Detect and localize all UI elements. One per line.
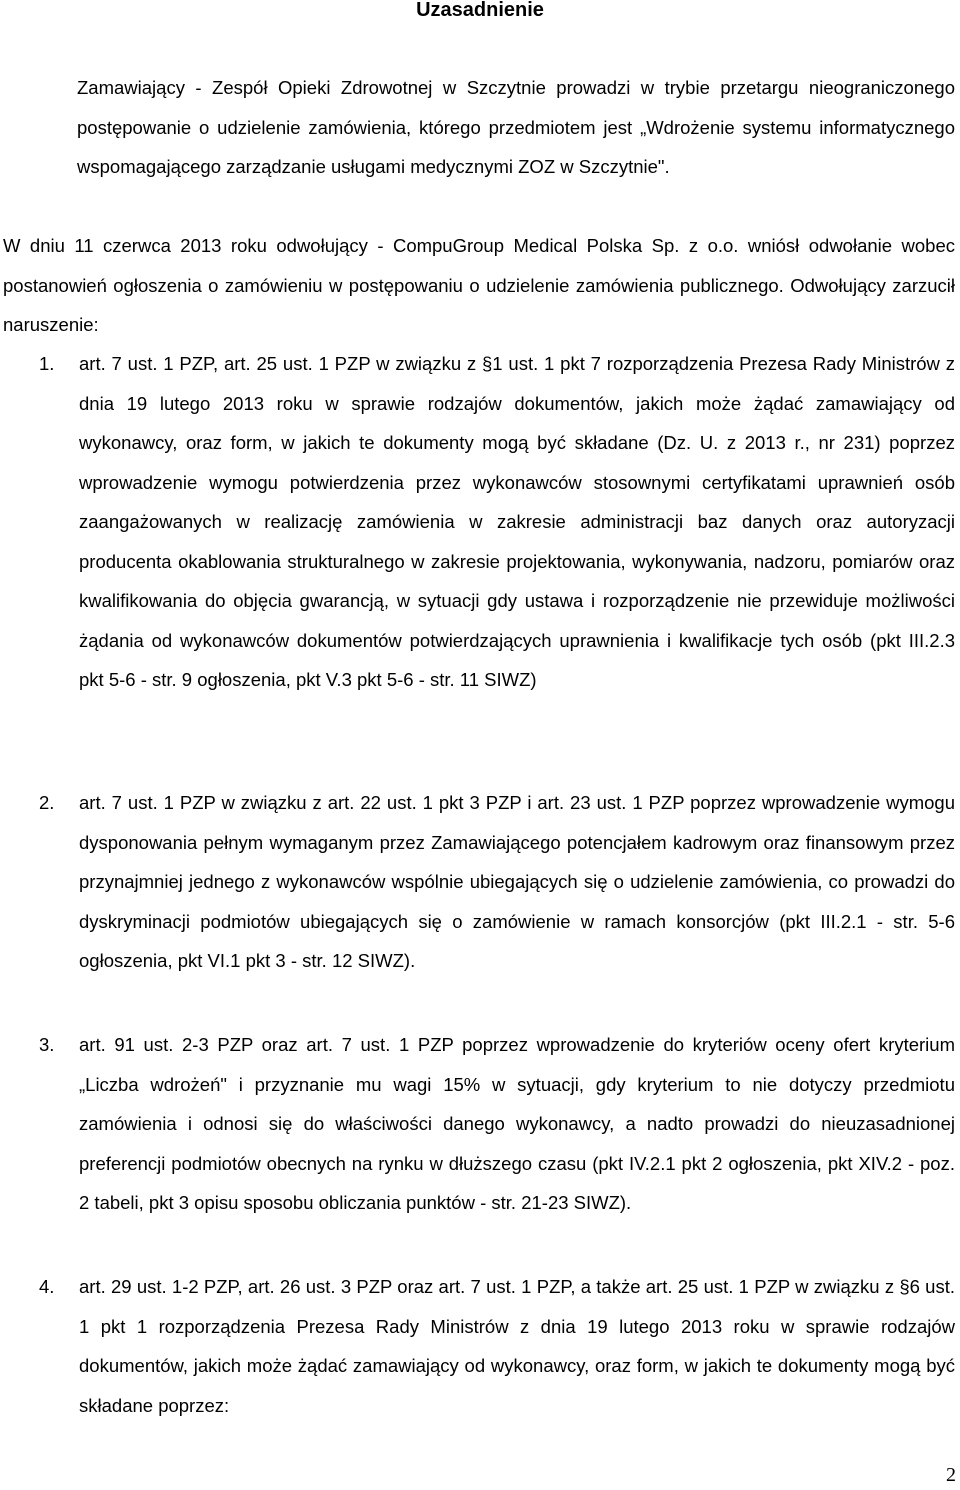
list-item-text: art. 29 ust. 1-2 PZP, art. 26 ust. 3 PZP oraz art. 7 ust. 1 PZP, a także art. 25 ust. 1 PZP w związku z §6 ust. 1 pkt 1 rozporządzenia Prezesa Rady Ministrów z dnia 19 lutego 2013 roku w sprawie rodzajów dokumentów, jakich może żądać zamawiający od wykonawcy, oraz form, w jakich te dokumenty mogą być składane poprzez: — [79, 1276, 955, 1416]
appeal-paragraph: W dniu 11 czerwca 2013 roku odwołujący - CompuGroup Medical Polska Sp. z o.o. wniósł odwołanie wobec postanowień ogłoszenia o zamówieniu w postępowaniu o udzielenie zamówienia publicznego. Odwołujący zarzucił naruszenie: — [3, 235, 955, 335]
list-item-text: art. 7 ust. 1 PZP, art. 25 ust. 1 PZP w związku z §1 ust. 1 pkt 7 rozporządzenia Prezesa Rady Ministrów z dnia 19 lutego 2013 roku w sprawie rodzajów dokumentów, jakich może żądać zamawiający od wykonawcy, oraz form, w jakich te dokumenty mogą być składane (Dz. U. z 2013 r., nr 231) poprzez wprowadzenie wymogu potwierdzenia przez wykonawców stosownymi certyfikatami uprawnień osób zaangażowanych w realizację zamówienia w zakresie administracji baz danych oraz autoryzacji producenta okablowania strukturalnego w zakresie projektowania, wykonywania, nadzoru, pomiarów oraz kwalifikowania do objęcia gwarancją, w sytuacji gdy ustawa i rozporządzenie nie przewiduje możliwości żądania od wykonawców dokumentów potwierdzających uprawnienia i kwalifikacje tych osób (pkt III.2.3 pkt 5-6 - str. 9 ogłoszenia, pkt V.3 pkt 5-6 - str. 11 SIWZ) — [79, 353, 955, 690]
list-item-number: 3. — [39, 1034, 55, 1055]
page-number: 2 — [946, 1464, 956, 1486]
list-item — [3, 1025, 955, 1223]
list-item — [3, 1267, 955, 1425]
list-item-text: art. 7 ust. 1 PZP w związku z art. 22 ust. 1 pkt 3 PZP i art. 23 ust. 1 PZP poprzez wprowadzenie wymogu dysponowania pełnym wymaganym przez Zamawiającego potencjałem kadrowym oraz finansowym przez przynajmniej jednego z wykonawców wspólnie ubiegających się o udzielenie zamówienia, co prowadzi do dyskryminacji podmiotów ubiegających się o zamówienie w ramach konsorcjów (pkt III.2.1 - str. 5-6 ogłoszenia, pkt VI.1 pkt 3 - str. 12 SIWZ). — [79, 792, 955, 971]
list-item-number: 4. — [39, 1276, 55, 1297]
list-item-number: 1. — [39, 353, 55, 374]
list-item-number: 2. — [39, 792, 55, 813]
list-item — [3, 344, 955, 700]
list-item — [3, 783, 955, 981]
list-item-text: art. 91 ust. 2-3 PZP oraz art. 7 ust. 1 PZP poprzez wprowadzenie do kryteriów oceny ofert kryterium „Liczba wdrożeń" i przyznanie mu wagi 15% w sytuacji, gdy kryterium to nie dotyczy przedmiotu zamówienia i odnosi się do właściwości danego wykonawcy, a nadto prowadzi do nieuzasadnionej preferencji podmiotów obecnych na rynku w dłuższego czasu (pkt IV.2.1 pkt 2 ogłoszenia, pkt XIV.2 - poz. 2 tabeli, pkt 3 opisu sposobu obliczania punktów - str. 21-23 SIWZ). — [79, 1034, 955, 1213]
document-title: Uzasadnienie — [416, 0, 544, 21]
intro-paragraph: Zamawiający - Zespół Opieki Zdrowotnej w Szczytnie prowadzi w trybie przetargu nieograniczonego postępowanie o udzielenie zamówienia, którego przedmiotem jest „Wdrożenie systemu informatycznego wspomagającego zarządzanie usługami medycznymi ZOZ w Szczytnie". — [77, 77, 955, 177]
